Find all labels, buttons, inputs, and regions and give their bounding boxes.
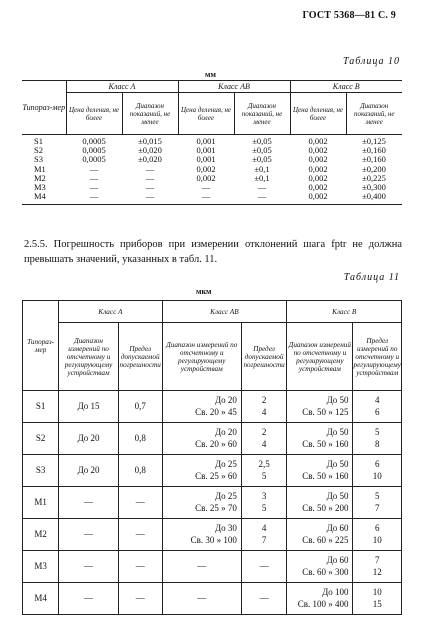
t10-head-division: Цена деления, не более	[178, 93, 234, 135]
t10-cell: 0,002	[308, 154, 328, 165]
t11-ab-range-line: Св. 30 » 100	[190, 534, 237, 545]
t11-a-range-line: —	[84, 496, 94, 507]
paragraph-text: 2.5.5. Погрешность приборов при измерении отклонений шага fptr не должна превышать значений, указанных в табл. 11.	[24, 239, 402, 265]
t10-cell: —	[145, 182, 155, 193]
t11-b-range-line: Св. 60 » 300	[302, 566, 349, 577]
t11-a-limit-line: —	[135, 496, 145, 507]
t10-cell: ±0,020	[138, 154, 162, 165]
t11-ab-limit-line: 4	[261, 438, 267, 449]
t10-head-type: Типораз-мер	[22, 81, 66, 135]
t11-a-range	[59, 551, 119, 583]
t11-a-range-line: До 20	[77, 464, 100, 475]
t11-head-class-b: Класс В	[287, 301, 402, 323]
t11-b-limit	[353, 519, 402, 551]
page-header: ГОСТ 5368—81 С. 9	[302, 10, 396, 21]
t11-b-limit	[353, 423, 402, 455]
t11-a-limit	[118, 519, 162, 551]
table-row	[23, 519, 402, 551]
t11-type-line: S3	[35, 464, 46, 475]
t11-head-type: Типораз-мер	[23, 301, 59, 391]
t11-head-class-ab: Класс АВ	[162, 301, 287, 323]
t11-type	[23, 519, 59, 551]
t10-cell: M3	[34, 182, 46, 193]
t11-type	[23, 455, 59, 487]
table-row	[22, 174, 402, 183]
t10-cell: ±0,1	[254, 163, 270, 174]
t11-a-limit-line: 0,8	[134, 464, 146, 475]
t11-a-limit	[118, 455, 162, 487]
t11-ab-limit	[241, 391, 286, 423]
t10-head-class-a: Класс А	[66, 81, 178, 93]
t11-b-range-line: До 50	[326, 427, 349, 437]
table-row	[22, 183, 402, 192]
t10-cell: 0,001	[196, 136, 216, 146]
t11-a-range	[59, 391, 119, 423]
t11-ab-range-line: Св. 20 » 60	[195, 438, 237, 449]
t11-b-range-line: Св. 50 » 160	[302, 438, 349, 449]
t11-ab-range-line: До 25	[215, 459, 237, 469]
t11-a-limit	[118, 551, 162, 583]
t10-cell: ±0,05	[252, 136, 272, 146]
table-row	[23, 423, 402, 455]
table11-unit: мкм	[196, 287, 212, 296]
t11-ab-range	[162, 551, 241, 583]
t11-type	[23, 487, 59, 519]
t11-b-limit-line: 6	[374, 459, 380, 469]
t10-cell: —	[145, 191, 155, 202]
t11-b-limit	[353, 455, 402, 487]
t11-ab-range-line: —	[197, 592, 207, 603]
t11-ab-range-line: —	[197, 560, 207, 571]
t11-ab-range-line: Св. 25 » 60	[195, 470, 237, 481]
t11-a-range	[59, 519, 119, 551]
t10-cell: 0,002	[308, 163, 328, 174]
t11-ab-limit-line: 4	[261, 523, 267, 533]
t11-ab-range	[162, 423, 241, 455]
t11-head-limit: Предел допускаемой погрешности	[241, 323, 286, 391]
table10-unit: мм	[205, 70, 216, 79]
t10-cell: —	[201, 182, 211, 193]
table-row	[23, 455, 402, 487]
t11-ab-limit	[241, 423, 286, 455]
t11-a-range-line: —	[84, 560, 94, 571]
t11-b-range	[287, 391, 353, 423]
t11-a-limit	[118, 423, 162, 455]
t11-ab-limit-line: 7	[261, 534, 267, 545]
t11-ab-limit	[241, 551, 286, 583]
t11-a-limit	[118, 391, 162, 423]
t11-b-range	[287, 455, 353, 487]
t10-cell: S3	[34, 154, 43, 165]
table-row	[23, 391, 402, 423]
table-row	[22, 192, 402, 201]
t11-b-limit-line: 7	[374, 502, 380, 513]
t11-ab-range	[162, 519, 241, 551]
t10-cell: ±0,200	[362, 163, 386, 174]
t11-head-limit: Предел допускаемой погрешности	[118, 323, 162, 391]
t11-type-line: S2	[35, 432, 46, 443]
t11-a-limit-line: 0,7	[134, 400, 146, 411]
t11-b-limit-line: 4	[374, 395, 380, 405]
t10-cell: M4	[34, 191, 46, 202]
t10-cell: 0,002	[196, 172, 216, 183]
t10-cell: ±0,1	[254, 172, 270, 183]
table-row	[23, 551, 402, 583]
t10-cell: ±0,125	[362, 136, 386, 146]
t10-cell: 0,0005	[82, 136, 106, 146]
t10-cell: ±0,225	[362, 172, 386, 183]
t11-b-limit	[353, 487, 402, 519]
t10-cell: ±0,05	[252, 145, 272, 156]
t11-type	[23, 551, 59, 583]
t11-a-limit-line: —	[135, 560, 145, 571]
t11-b-limit-line: 10	[372, 470, 382, 481]
t11-b-limit-line: 7	[374, 555, 380, 565]
t11-type	[23, 423, 59, 455]
t11-a-range	[59, 583, 119, 615]
t11-a-range-line: —	[84, 592, 94, 603]
t11-ab-limit-line: 2	[261, 395, 267, 405]
t11-ab-range	[162, 455, 241, 487]
t10-head-range: Диапазон показаний, не менее	[234, 93, 290, 135]
t11-ab-limit	[241, 519, 286, 551]
t10-cell: S1	[34, 136, 43, 146]
t11-ab-range	[162, 487, 241, 519]
t11-b-range-line: Св. 50 » 160	[302, 470, 349, 481]
t10-cell: —	[89, 191, 99, 202]
t10-cell: ±0,300	[362, 182, 386, 193]
t10-cell: —	[145, 163, 155, 174]
t11-b-limit	[353, 583, 402, 615]
t10-cell: M1	[34, 163, 46, 174]
t11-b-limit-line: 6	[374, 406, 380, 417]
t11-b-range-line: Св. 60 » 225	[302, 534, 349, 545]
t11-b-limit-line: 10	[372, 534, 382, 545]
t11-ab-limit-line: —	[259, 560, 269, 571]
table-row	[23, 583, 402, 615]
t11-b-range-line: До 100	[322, 587, 349, 597]
t11-ab-limit	[241, 487, 286, 519]
t10-cell: 0,002	[308, 172, 328, 183]
t10-head-class-b: Класс В	[290, 81, 402, 93]
t10-cell: —	[89, 172, 99, 183]
t11-b-limit	[353, 391, 402, 423]
t10-cell: 0,001	[196, 145, 216, 156]
t11-head-range: Диапазон измерений по отсчетному и регулирующему устройствам	[59, 323, 119, 391]
t11-a-range-line: До 20	[77, 432, 100, 443]
t11-type-line: M2	[34, 528, 47, 539]
t11-type-line: M4	[34, 592, 47, 603]
t11-b-range	[287, 551, 353, 583]
table11-caption: Таблица 11	[343, 272, 400, 283]
table10-caption: Таблица 10	[343, 56, 400, 67]
t11-b-limit-line: 5	[374, 491, 380, 501]
t11-b-range	[287, 423, 353, 455]
t10-cell: —	[89, 163, 99, 174]
t11-a-limit-line: 0,8	[134, 432, 146, 443]
t11-b-limit-line: 6	[374, 523, 380, 533]
t11-b-range-line: Св. 100 » 400	[297, 598, 349, 609]
t10-cell: —	[257, 182, 267, 193]
t10-head-range: Диапазон показаний, не менее	[122, 93, 178, 135]
t11-head-range: Диапазон измерений по отсчетному и регулирующему устройствам	[287, 323, 353, 391]
t11-ab-limit-line: 2,5	[258, 459, 270, 469]
t10-head-range: Диапазон показаний, не менее	[346, 93, 402, 135]
table-row	[23, 487, 402, 519]
t11-b-range-line: До 60	[326, 523, 349, 533]
t10-cell: ±0,05	[252, 154, 272, 165]
t10-cell: 0,0005	[82, 145, 106, 156]
t11-b-limit-line: 15	[372, 598, 382, 609]
t11-ab-limit-line: 5	[261, 470, 267, 481]
t11-a-range-line: До 15	[77, 400, 100, 411]
t11-a-range	[59, 487, 119, 519]
t10-cell: ±0,160	[362, 154, 386, 165]
t10-cell: 0,001	[196, 154, 216, 165]
t11-b-range-line: До 50	[326, 459, 349, 469]
t10-cell: ±0,160	[362, 145, 386, 156]
t10-cell: 0,002	[308, 191, 328, 202]
t11-ab-range-line: До 20	[215, 395, 237, 405]
t11-a-limit	[118, 583, 162, 615]
t11-ab-range-line: До 20	[215, 427, 237, 437]
t11-ab-limit-line: 5	[261, 502, 267, 513]
t11-ab-range	[162, 391, 241, 423]
t11-type-line: M1	[34, 496, 47, 507]
t10-cell: S2	[34, 145, 43, 156]
t11-ab-range-line: Св. 20 » 45	[195, 406, 237, 417]
t10-cell: ±0,400	[362, 191, 386, 202]
t11-b-limit-line: 10	[372, 587, 382, 597]
t11-ab-range	[162, 583, 241, 615]
t10-head-division: Цена деления, не более	[290, 93, 346, 135]
t10-cell: 0,002	[308, 145, 328, 156]
t10-cell: 0,002	[308, 182, 328, 193]
t11-ab-range-line: До 25	[215, 491, 237, 501]
table-11	[22, 300, 402, 615]
t11-ab-limit	[241, 583, 286, 615]
t10-cell: —	[145, 172, 155, 183]
t11-b-limit-line: 5	[374, 427, 380, 437]
t11-b-range-line: До 50	[326, 491, 349, 501]
t11-b-range-line: До 50	[326, 395, 349, 405]
t11-type-line: M3	[34, 560, 47, 571]
t10-cell: M2	[34, 172, 46, 183]
t11-type-line: S1	[35, 400, 46, 411]
t11-ab-limit-line: 2	[261, 427, 267, 437]
t11-type	[23, 583, 59, 615]
t10-cell: ±0,020	[138, 145, 162, 156]
t11-head-range: Диапазон измерений по отсчетному и регулирующему устройствам	[162, 323, 241, 391]
t11-b-range-line: Св. 50 » 200	[302, 502, 349, 513]
t11-type	[23, 391, 59, 423]
t11-a-range	[59, 423, 119, 455]
t10-cell: 0,002	[196, 163, 216, 174]
t11-ab-range-line: До 30	[215, 523, 237, 533]
t10-head-class-ab: Класс АВ	[178, 81, 290, 93]
t11-ab-limit-line: 3	[261, 491, 267, 501]
t11-ab-limit-line: 4	[261, 406, 267, 417]
t10-cell: ±0,015	[138, 136, 162, 146]
table-10	[22, 80, 402, 205]
t11-b-range	[287, 487, 353, 519]
t11-a-range	[59, 455, 119, 487]
t11-a-range-line: —	[84, 528, 94, 539]
t11-a-limit-line: —	[135, 528, 145, 539]
t10-head-division: Цена деления, не более	[66, 93, 122, 135]
t11-a-limit-line: —	[135, 592, 145, 603]
t11-a-limit	[118, 487, 162, 519]
t10-cell: —	[89, 182, 99, 193]
t11-b-range	[287, 519, 353, 551]
t10-cell: 0,002	[308, 136, 328, 146]
t11-ab-limit-line: —	[259, 592, 269, 603]
t11-b-limit-line: 8	[374, 438, 380, 449]
t11-b-limit	[353, 551, 402, 583]
t11-b-range	[287, 583, 353, 615]
paragraph-2-5-5	[24, 237, 402, 267]
t11-head-limit: Предел измерений по отсчетному и регулирующему устройствам	[353, 323, 402, 391]
t11-b-limit-line: 12	[372, 566, 382, 577]
t11-ab-limit	[241, 455, 286, 487]
t10-cell: —	[257, 191, 267, 202]
t10-cell: 0,0005	[82, 154, 106, 165]
t10-cell: —	[201, 191, 211, 202]
t11-head-class-a: Класс А	[59, 301, 162, 323]
t11-b-range-line: Св. 50 » 125	[302, 406, 349, 417]
t11-ab-range-line: Св. 25 » 70	[195, 502, 237, 513]
t11-b-range-line: До 60	[326, 555, 349, 565]
